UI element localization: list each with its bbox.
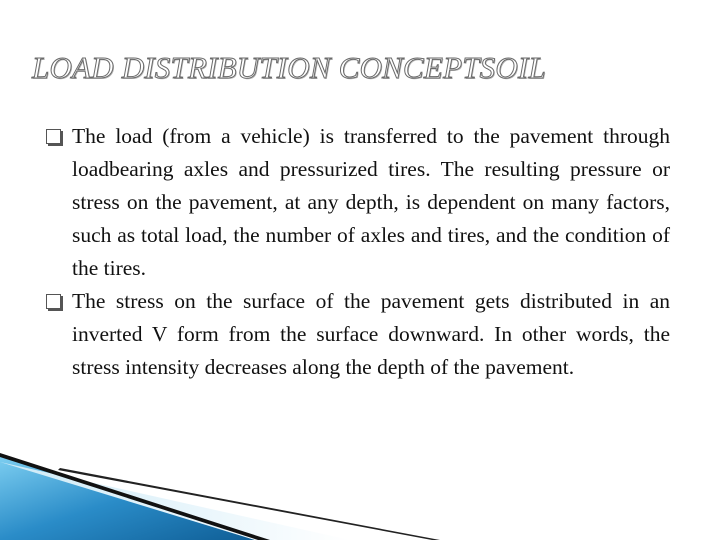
square-bullet-icon — [46, 294, 61, 309]
bullet-text: The stress on the surface of the pavement gets distributed in an inverted V form from the surface downward. In other words, the stress intensity decreases along the depth of the pavement. — [72, 289, 670, 379]
bullet-list — [46, 120, 670, 384]
slide-title: LOAD DISTRIBUTION CONCEPTSOIL — [32, 50, 546, 85]
bullet-item-load-transfer — [46, 120, 670, 285]
bullet-item-stress-distribution — [46, 285, 670, 384]
corner-decoration — [0, 440, 720, 540]
bullet-text: The load (from a vehicle) is transferred to the pavement through loadbearing axles and pressurized tires. The resulting pressure or stress on the pavement, at any depth, is dependent on many factors, such as total load, the number of axles and tires, and the condition of the tires. — [72, 124, 670, 280]
square-bullet-icon — [46, 129, 61, 144]
